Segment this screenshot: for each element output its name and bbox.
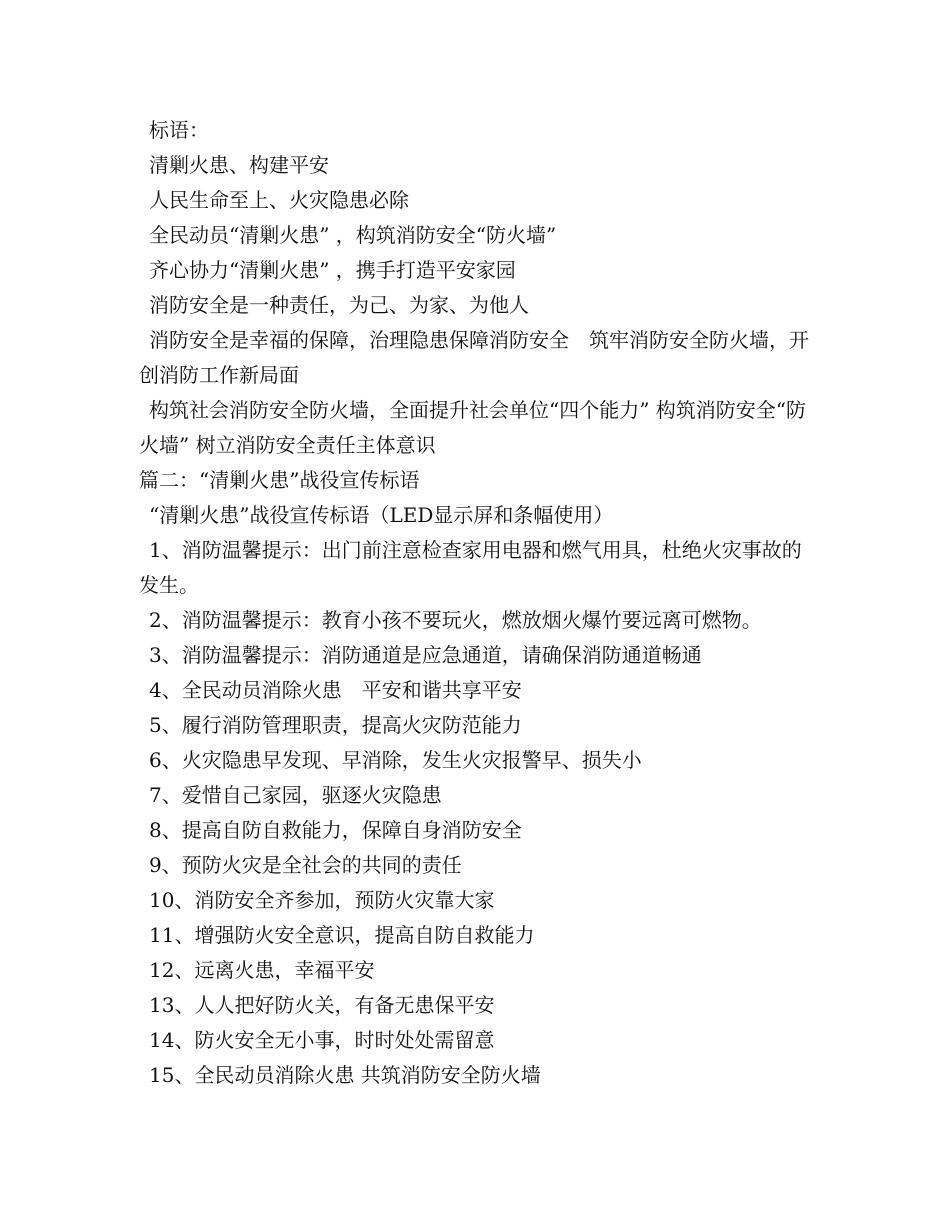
slogan-line: 清剿火患、构建平安	[149, 153, 329, 177]
numbered-slogan: 10、消防安全齐参加，预防火灾靠大家	[149, 888, 495, 912]
numbered-slogan: 2、消防温馨提示：教育小孩不要玩火，燃放烟火爆竹要远离可燃物。	[149, 608, 762, 632]
numbered-slogan: 4、全民动员消除火患 平安和谐共享平安	[149, 678, 522, 702]
numbered-slogan: 5、履行消防管理职责，提高火灾防范能力	[149, 713, 522, 737]
numbered-slogan: 1、消防温馨提示：出门前注意检查家用电器和燃气用具，杜绝火灾事故的发生。	[139, 538, 802, 597]
numbered-slogan: 11、增强防火安全意识，提高自防自救能力	[149, 923, 535, 947]
section-subheading: “清剿火患”战役宣传标语（LED显示屏和条幅使用）	[149, 503, 614, 527]
slogan-line: 全民动员“清剿火患” ，构筑消防安全“防火墙”	[149, 223, 557, 247]
numbered-slogan: 12、远离火患，幸福平安	[149, 958, 375, 982]
slogan-line: 消防安全是一种责任，为己、为家、为他人	[149, 293, 529, 317]
numbered-slogan: 7、爱惜自己家园，驱逐火灾隐患	[149, 783, 442, 807]
numbered-slogan: 13、人人把好防火关，有备无患保平安	[149, 993, 495, 1017]
numbered-slogan: 8、提高自防自救能力，保障自身消防安全	[149, 818, 522, 842]
numbered-slogan: 3、消防温馨提示：消防通道是应急通道，请确保消防通道畅通	[149, 643, 702, 667]
slogan-paragraph: 消防安全是幸福的保障，治理隐患保障消防安全 筑牢消防安全防火墙，开创消防工作新局面	[139, 328, 809, 387]
numbered-slogan: 6、火灾隐患早发现、早消除，发生火灾报警早、损失小	[149, 748, 642, 772]
document-body	[139, 113, 821, 1093]
numbered-slogan: 9、预防火灾是全社会的共同的责任	[149, 853, 462, 877]
slogan-paragraph: 构筑社会消防安全防火墙，全面提升社会单位“四个能力” 构筑消防安全“防火墙” 树立消防安全责任主体意识	[139, 398, 807, 457]
numbered-slogan: 15、全民动员消除火患 共筑消防安全防火墙	[149, 1063, 541, 1087]
slogan-line: 人民生命至上、火灾隐患必除	[149, 188, 409, 212]
numbered-slogan: 14、防火安全无小事，时时处处需留意	[149, 1028, 495, 1052]
section-heading: 篇二：“清剿火患”战役宣传标语	[139, 468, 420, 492]
slogan-line: 齐心协力“清剿火患” ，携手打造平安家园	[149, 258, 516, 282]
section-label: 标语：	[149, 118, 209, 142]
